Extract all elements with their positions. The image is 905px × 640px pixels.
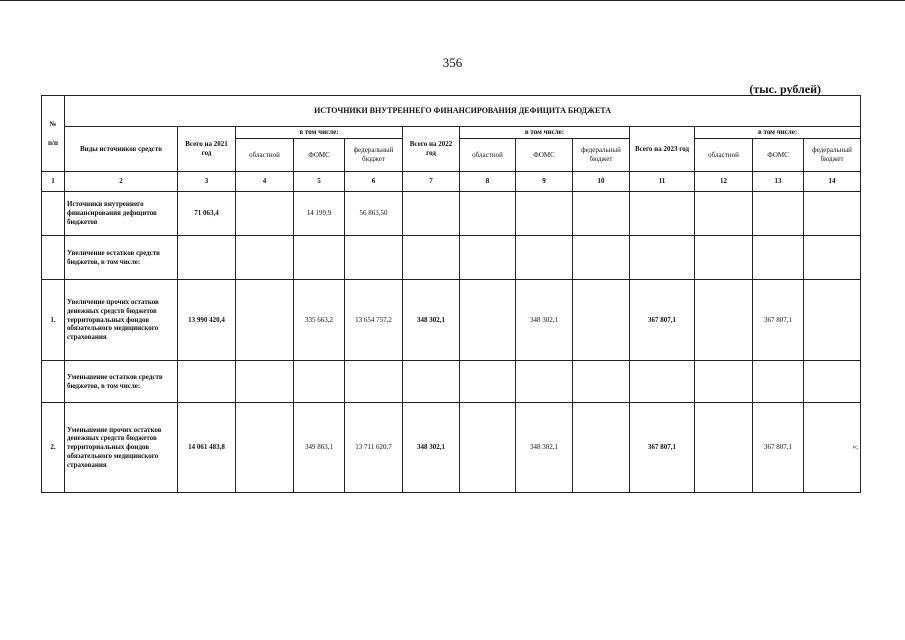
col-num: 12: [695, 172, 753, 192]
row-name: Источники внутреннего финансирования дефицитов бюджетов: [65, 192, 178, 236]
header-no-label: №: [49, 119, 57, 128]
table-title: ИСТОЧНИКИ ВНУТРЕННЕГО ФИНАНСИРОВАНИЯ ДЕФИЦИТА БЮДЖЕТА: [65, 96, 861, 127]
cell-federal-2023: [804, 236, 861, 280]
cell-foms-2021: 349 863,1: [294, 403, 345, 493]
cell-foms-2022: 348 302,1: [516, 280, 573, 361]
col-num: 2: [65, 172, 178, 192]
row-name: Уменьшение остатков средств бюджетов, в том числе:: [65, 361, 178, 403]
header-oblast-2022: областной: [460, 139, 516, 172]
header-incl-2022: в том числе:: [460, 127, 630, 139]
cell-federal-2023: [804, 361, 861, 403]
cell-federal-2023: »;: [804, 403, 861, 493]
cell-federal-2022: [573, 361, 630, 403]
cell-oblast-2023: [695, 280, 753, 361]
cell-total-2023: 367 807,1: [630, 403, 695, 493]
col-num: 6: [345, 172, 403, 192]
row-no: 1.: [42, 280, 65, 361]
col-num: 11: [630, 172, 695, 192]
cell-foms-2021: [294, 236, 345, 280]
cell-federal-2023: [804, 192, 861, 236]
col-num: 7: [403, 172, 460, 192]
cell-total-2021: [178, 361, 236, 403]
cell-foms-2022: [516, 361, 573, 403]
cell-federal-2022: [573, 192, 630, 236]
row-name: Увеличение остатков средств бюджетов, в том числе:: [65, 236, 178, 280]
col-num: 4: [236, 172, 294, 192]
header-total-2022: Всего на 2022 год: [403, 127, 460, 172]
row-no: [42, 361, 65, 403]
col-num: 14: [804, 172, 861, 192]
col-num: 10: [573, 172, 630, 192]
cell-foms-2023: [753, 192, 804, 236]
row-no: 2.: [42, 403, 65, 493]
header-no: [42, 96, 65, 172]
cell-federal-2021: 13 654 757,2: [345, 280, 403, 361]
col-num: 3: [178, 172, 236, 192]
cell-foms-2021: [294, 361, 345, 403]
cell-oblast-2022: [460, 236, 516, 280]
header-incl-2023: в том числе:: [695, 127, 861, 139]
cell-total-2023: [630, 236, 695, 280]
col-num: 1: [42, 172, 65, 192]
row-name: Увеличение прочих остатков денежных средств бюджетов территориальных фондов обязательного медицинского страхования: [65, 280, 178, 361]
cell-oblast-2021: [236, 236, 294, 280]
header-foms-2022: ФОМС: [516, 139, 573, 172]
cell-oblast-2021: [236, 280, 294, 361]
cell-oblast-2021: [236, 403, 294, 493]
cell-total-2021: 71 063,4: [178, 192, 236, 236]
cell-total-2022: 348 302,1: [403, 403, 460, 493]
row-no: [42, 236, 65, 280]
cell-total-2021: [178, 236, 236, 280]
table-row: [42, 361, 861, 403]
header-incl-2021: в том числе:: [236, 127, 403, 139]
cell-federal-2021: [345, 361, 403, 403]
table-row: [42, 192, 861, 236]
top-page-edge: [0, 0, 905, 1]
column-number-row: [42, 172, 861, 192]
col-num: 9: [516, 172, 573, 192]
cell-total-2023: 367 807,1: [630, 280, 695, 361]
header-oblast-2021: областной: [236, 139, 294, 172]
cell-federal-2023: [804, 280, 861, 361]
cell-oblast-2023: [695, 192, 753, 236]
cell-total-2022: [403, 361, 460, 403]
cell-foms-2022: 348 302,1: [516, 403, 573, 493]
cell-total-2023: [630, 192, 695, 236]
cell-federal-2021: [345, 236, 403, 280]
cell-oblast-2022: [460, 361, 516, 403]
cell-foms-2022: [516, 236, 573, 280]
table-row: [42, 280, 861, 361]
row-name: Уменьшение прочих остатков денежных средств бюджетов территориальных фондов обязательного медицинского страхования: [65, 403, 178, 493]
cell-foms-2023: [753, 236, 804, 280]
header-foms-2023: ФОМС: [753, 139, 804, 172]
cell-oblast-2022: [460, 280, 516, 361]
cell-foms-2023: 367 807,1: [753, 403, 804, 493]
header-foms-2021: ФОМС: [294, 139, 345, 172]
cell-foms-2021: 335 663,2: [294, 280, 345, 361]
cell-federal-2022: [573, 403, 630, 493]
cell-oblast-2023: [695, 361, 753, 403]
table-row: [42, 236, 861, 280]
cell-federal-2021: 13 711 620,7: [345, 403, 403, 493]
col-num: 13: [753, 172, 804, 192]
cell-oblast-2022: [460, 403, 516, 493]
cell-foms-2022: [516, 192, 573, 236]
units-label: (тыс. рублей): [749, 82, 821, 96]
header-no-sub: п/п: [47, 138, 58, 147]
cell-total-2022: 348 302,1: [403, 280, 460, 361]
cell-foms-2023: 367 807,1: [753, 280, 804, 361]
header-row-incl: [42, 127, 861, 139]
col-num: 5: [294, 172, 345, 192]
col-num: 8: [460, 172, 516, 192]
cell-total-2021: 14 061 483,8: [178, 403, 236, 493]
header-total-2023: Всего на 2023 год: [630, 127, 695, 172]
cell-total-2023: [630, 361, 695, 403]
cell-federal-2022: [573, 236, 630, 280]
page-number: 356: [442, 55, 463, 70]
budget-deficit-table: [41, 95, 861, 493]
cell-federal-2021: 56 863,50: [345, 192, 403, 236]
row-no: [42, 192, 65, 236]
header-federal-2023: федеральный бюджет: [804, 139, 861, 172]
header-federal-2022: федеральный бюджет: [573, 139, 630, 172]
header-row-title: [42, 96, 861, 127]
cell-oblast-2023: [695, 236, 753, 280]
cell-total-2022: [403, 236, 460, 280]
cell-oblast-2023: [695, 403, 753, 493]
cell-foms-2023: [753, 361, 804, 403]
header-total-2021: Всего на 2021 год: [178, 127, 236, 172]
header-oblast-2023: областной: [695, 139, 753, 172]
header-kinds: Виды источников средств: [65, 127, 178, 172]
cell-oblast-2022: [460, 192, 516, 236]
cell-foms-2021: 14 199,9: [294, 192, 345, 236]
header-federal-2021: федеральный бюджет: [345, 139, 403, 172]
cell-total-2022: [403, 192, 460, 236]
table-row: [42, 403, 861, 493]
cell-federal-2022: [573, 280, 630, 361]
cell-oblast-2021: [236, 192, 294, 236]
cell-oblast-2021: [236, 361, 294, 403]
cell-total-2021: 13 990 420,4: [178, 280, 236, 361]
